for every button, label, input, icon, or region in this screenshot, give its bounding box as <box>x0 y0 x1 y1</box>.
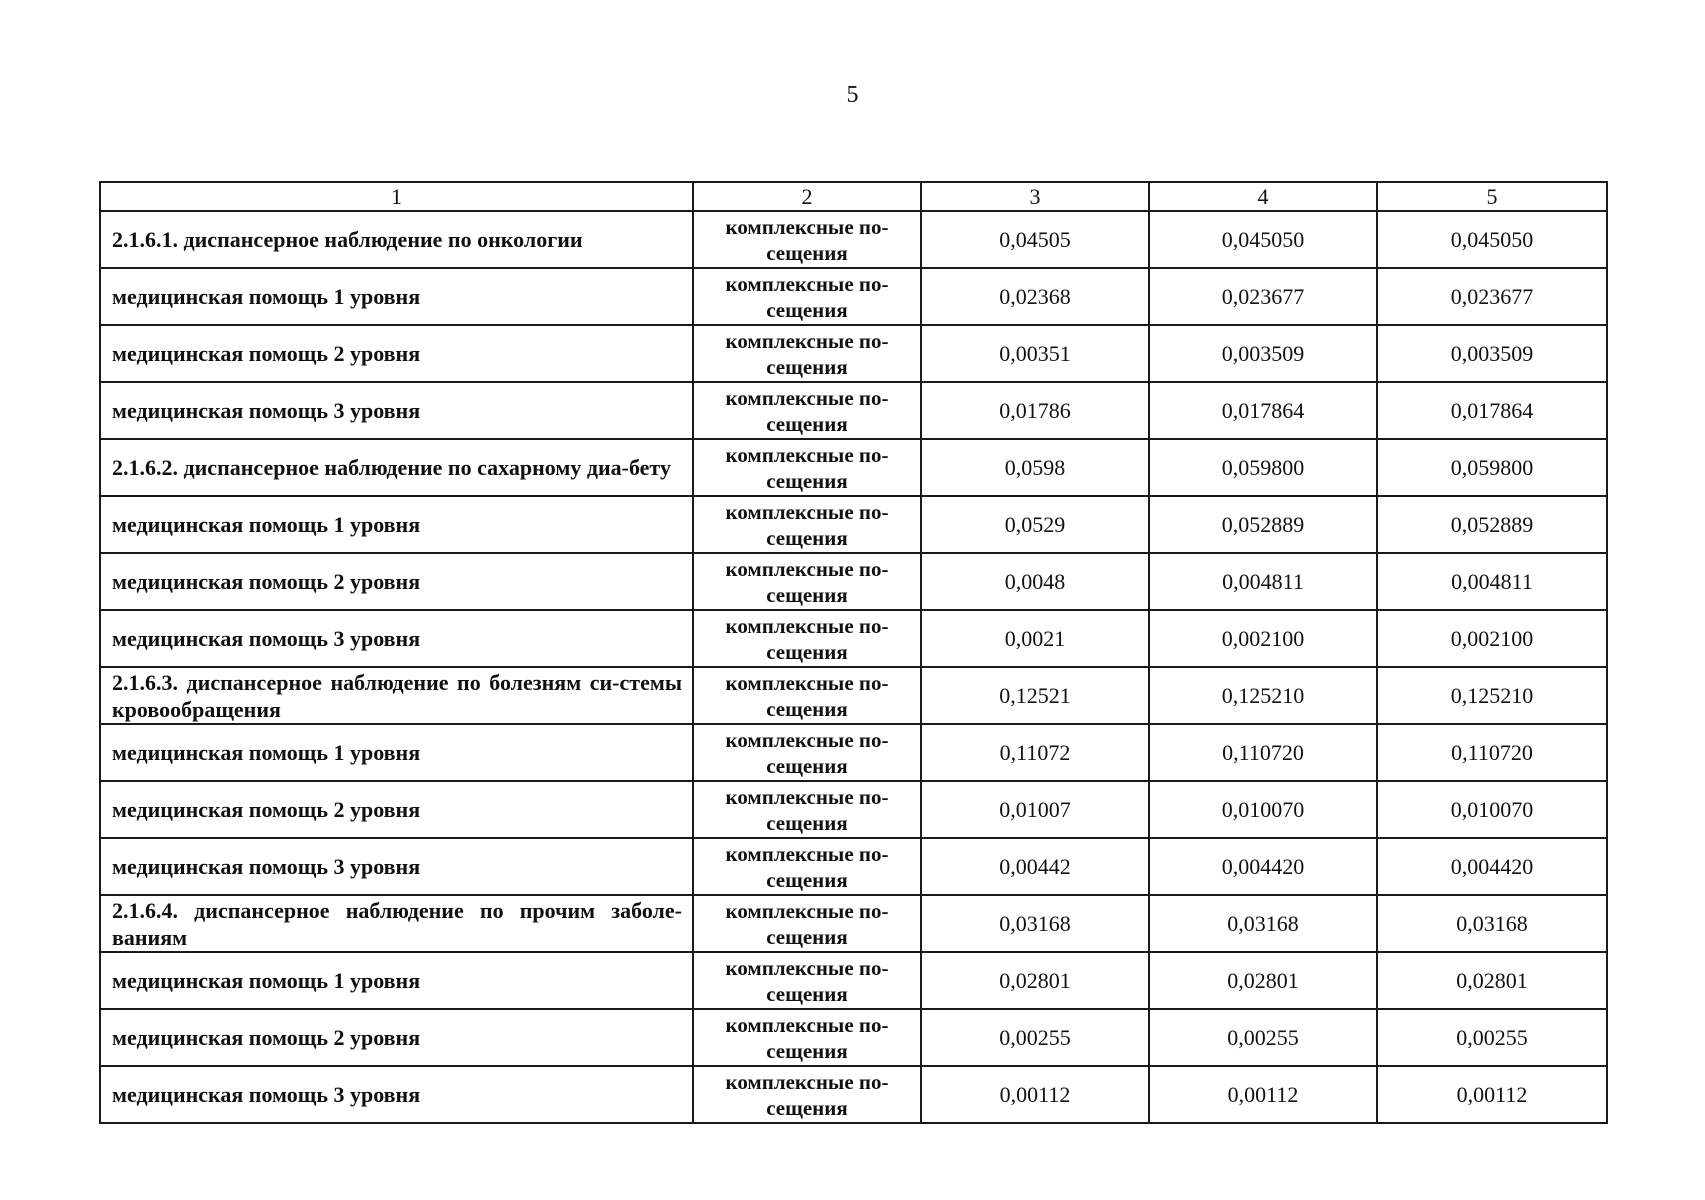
row-name-cell: медицинская помощь 3 уровня <box>100 1066 693 1123</box>
row-name-cell: медицинская помощь 3 уровня <box>100 610 693 667</box>
table-header <box>100 182 1607 211</box>
value-cell-col4: 0,125210 <box>1149 667 1377 724</box>
table-row <box>100 382 1607 439</box>
value-cell-col4: 0,004811 <box>1149 553 1377 610</box>
value-cell-col3: 0,12521 <box>921 667 1149 724</box>
row-name-cell: 2.1.6.1. диспансерное наблюдение по онкологии <box>100 211 693 268</box>
row-name-cell: медицинская помощь 1 уровня <box>100 952 693 1009</box>
table-row <box>100 439 1607 496</box>
table-row <box>100 211 1607 268</box>
value-cell-col3: 0,02368 <box>921 268 1149 325</box>
table-row <box>100 325 1607 382</box>
value-cell-col3: 0,02801 <box>921 952 1149 1009</box>
value-cell-col4: 0,02801 <box>1149 952 1377 1009</box>
value-cell-col5: 0,004811 <box>1377 553 1607 610</box>
value-cell-col5: 0,00112 <box>1377 1066 1607 1123</box>
unit-cell: комплексные по-сещения <box>693 895 921 952</box>
column-header-1: 1 <box>100 182 693 211</box>
column-header-5: 5 <box>1377 182 1607 211</box>
unit-cell: комплексные по-сещения <box>693 325 921 382</box>
unit-cell: комплексные по-сещения <box>693 724 921 781</box>
unit-cell: комплексные по-сещения <box>693 268 921 325</box>
unit-cell: комплексные по-сещения <box>693 838 921 895</box>
table-row <box>100 553 1607 610</box>
data-table <box>99 181 1608 1124</box>
value-cell-col4: 0,059800 <box>1149 439 1377 496</box>
value-cell-col5: 0,004420 <box>1377 838 1607 895</box>
table-row <box>100 724 1607 781</box>
value-cell-col5: 0,017864 <box>1377 382 1607 439</box>
value-cell-col5: 0,002100 <box>1377 610 1607 667</box>
value-cell-col5: 0,023677 <box>1377 268 1607 325</box>
unit-cell: комплексные по-сещения <box>693 1066 921 1123</box>
value-cell-col4: 0,004420 <box>1149 838 1377 895</box>
table-row <box>100 610 1607 667</box>
table-row <box>100 1009 1607 1066</box>
value-cell-col3: 0,0021 <box>921 610 1149 667</box>
value-cell-col4: 0,052889 <box>1149 496 1377 553</box>
row-name-cell: медицинская помощь 1 уровня <box>100 724 693 781</box>
table-row <box>100 667 1607 724</box>
value-cell-col4: 0,023677 <box>1149 268 1377 325</box>
value-cell-col3: 0,00255 <box>921 1009 1149 1066</box>
value-cell-col5: 0,03168 <box>1377 895 1607 952</box>
value-cell-col5: 0,003509 <box>1377 325 1607 382</box>
value-cell-col5: 0,045050 <box>1377 211 1607 268</box>
value-cell-col3: 0,00112 <box>921 1066 1149 1123</box>
value-cell-col3: 0,0598 <box>921 439 1149 496</box>
column-header-2: 2 <box>693 182 921 211</box>
unit-cell: комплексные по-сещения <box>693 667 921 724</box>
value-cell-col4: 0,00112 <box>1149 1066 1377 1123</box>
unit-cell: комплексные по-сещения <box>693 1009 921 1066</box>
row-name-cell: медицинская помощь 2 уровня <box>100 781 693 838</box>
value-cell-col4: 0,045050 <box>1149 211 1377 268</box>
table-row <box>100 268 1607 325</box>
unit-cell: комплексные по-сещения <box>693 781 921 838</box>
row-name-cell: медицинская помощь 2 уровня <box>100 325 693 382</box>
value-cell-col3: 0,00351 <box>921 325 1149 382</box>
value-cell-col3: 0,01007 <box>921 781 1149 838</box>
unit-cell: комплексные по-сещения <box>693 496 921 553</box>
value-cell-col4: 0,003509 <box>1149 325 1377 382</box>
page-number: 5 <box>846 82 859 108</box>
row-name-cell: 2.1.6.3. диспансерное наблюдение по болезням си-стемы кровообращения <box>100 667 693 724</box>
row-name-cell: медицинская помощь 3 уровня <box>100 382 693 439</box>
value-cell-col3: 0,11072 <box>921 724 1149 781</box>
value-cell-col5: 0,052889 <box>1377 496 1607 553</box>
value-cell-col3: 0,03168 <box>921 895 1149 952</box>
value-cell-col4: 0,00255 <box>1149 1009 1377 1066</box>
value-cell-col3: 0,00442 <box>921 838 1149 895</box>
value-cell-col4: 0,03168 <box>1149 895 1377 952</box>
table-row <box>100 838 1607 895</box>
value-cell-col3: 0,0529 <box>921 496 1149 553</box>
unit-cell: комплексные по-сещения <box>693 952 921 1009</box>
unit-cell: комплексные по-сещения <box>693 382 921 439</box>
value-cell-col4: 0,110720 <box>1149 724 1377 781</box>
row-name-cell: медицинская помощь 2 уровня <box>100 1009 693 1066</box>
value-cell-col3: 0,01786 <box>921 382 1149 439</box>
table-row <box>100 496 1607 553</box>
column-header-3: 3 <box>921 182 1149 211</box>
column-header-4: 4 <box>1149 182 1377 211</box>
value-cell-col4: 0,010070 <box>1149 781 1377 838</box>
table-row <box>100 952 1607 1009</box>
table-row <box>100 781 1607 838</box>
header-row <box>100 182 1607 211</box>
value-cell-col5: 0,125210 <box>1377 667 1607 724</box>
row-name-cell: медицинская помощь 1 уровня <box>100 496 693 553</box>
table-row <box>100 895 1607 952</box>
value-cell-col5: 0,010070 <box>1377 781 1607 838</box>
row-name-cell: медицинская помощь 3 уровня <box>100 838 693 895</box>
table-row <box>100 1066 1607 1123</box>
row-name-cell: 2.1.6.2. диспансерное наблюдение по сахарному диа-бету <box>100 439 693 496</box>
unit-cell: комплексные по-сещения <box>693 553 921 610</box>
table-body <box>100 211 1607 1123</box>
value-cell-col5: 0,059800 <box>1377 439 1607 496</box>
unit-cell: комплексные по-сещения <box>693 610 921 667</box>
unit-cell: комплексные по-сещения <box>693 211 921 268</box>
value-cell-col5: 0,00255 <box>1377 1009 1607 1066</box>
value-cell-col5: 0,110720 <box>1377 724 1607 781</box>
row-name-cell: медицинская помощь 2 уровня <box>100 553 693 610</box>
unit-cell: комплексные по-сещения <box>693 439 921 496</box>
row-name-cell: медицинская помощь 1 уровня <box>100 268 693 325</box>
value-cell-col3: 0,04505 <box>921 211 1149 268</box>
value-cell-col4: 0,017864 <box>1149 382 1377 439</box>
row-name-cell: 2.1.6.4. диспансерное наблюдение по прочим заболе-ваниям <box>100 895 693 952</box>
value-cell-col4: 0,002100 <box>1149 610 1377 667</box>
value-cell-col3: 0,0048 <box>921 553 1149 610</box>
value-cell-col5: 0,02801 <box>1377 952 1607 1009</box>
